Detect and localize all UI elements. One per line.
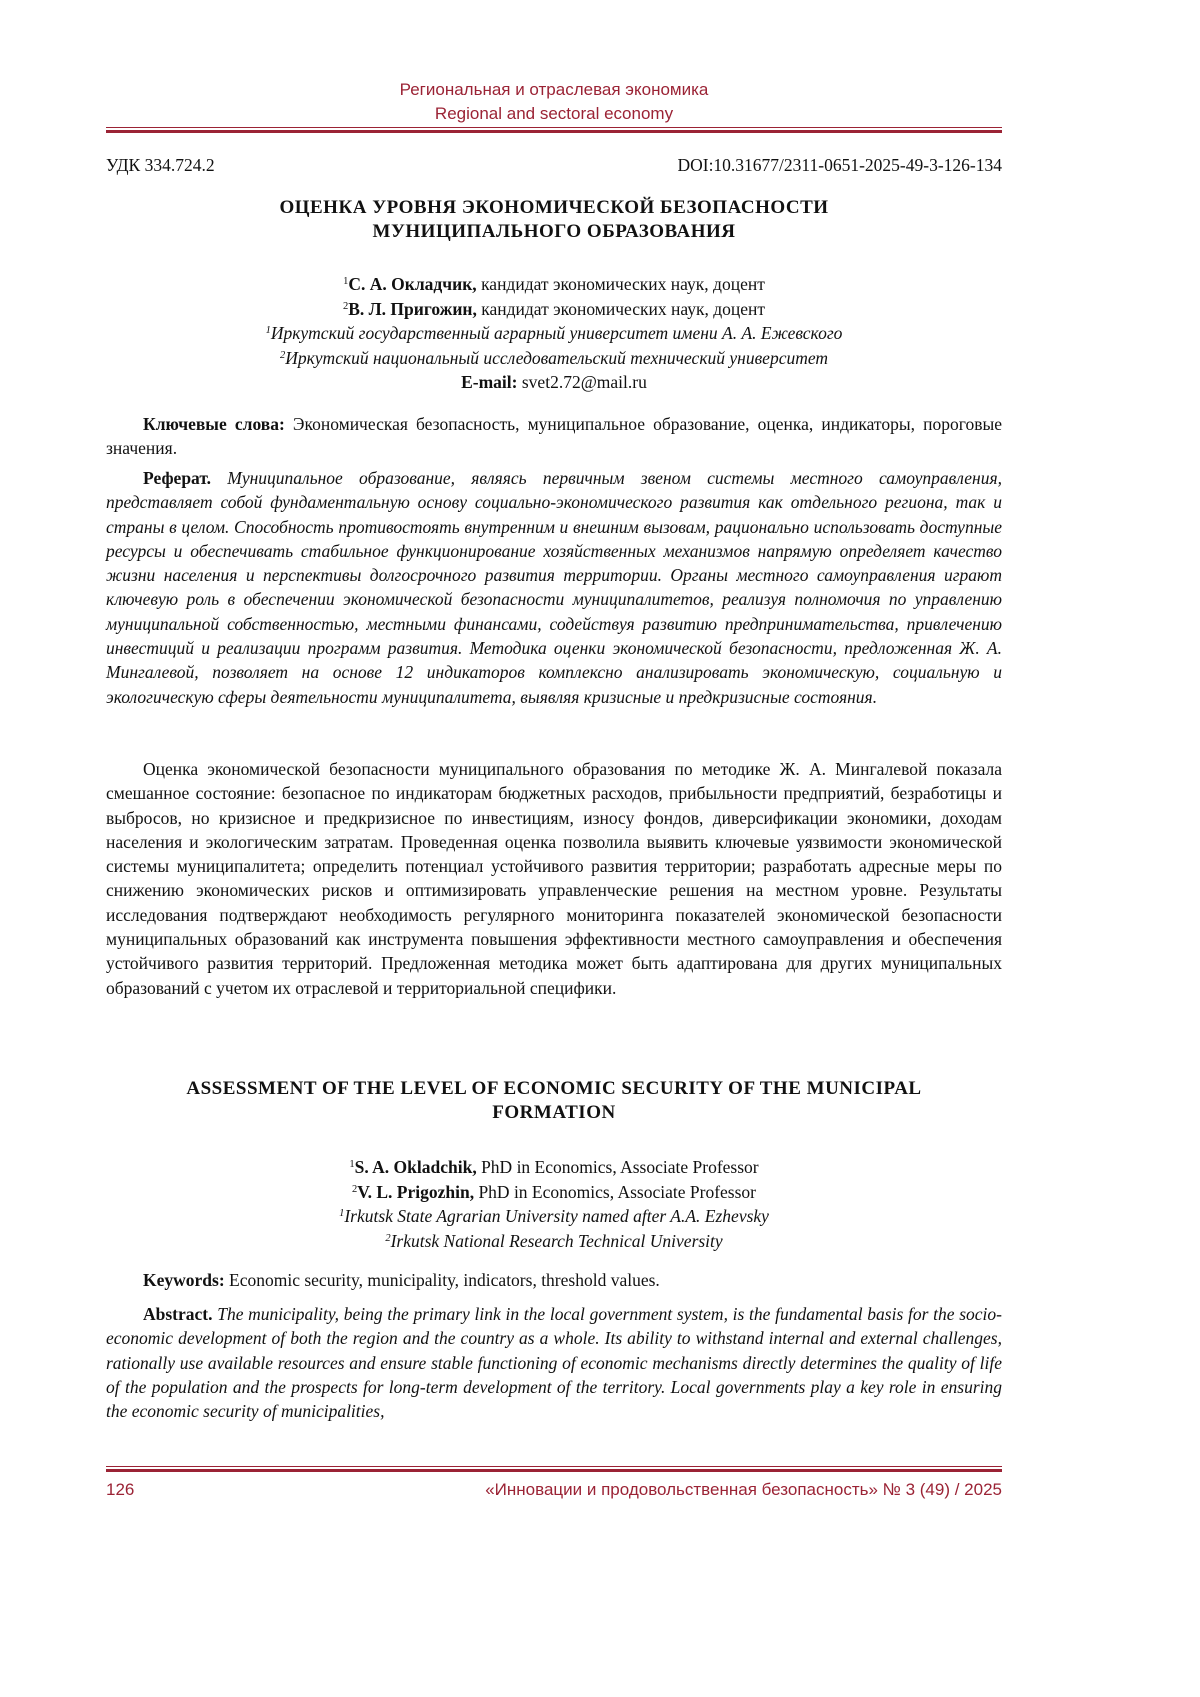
title-ru-line2: МУНИЦИПАЛЬНОГО ОБРАЗОВАНИЯ xyxy=(372,221,736,242)
authors-ru xyxy=(106,272,1002,395)
keywords-text: Economic security, municipality, indicators, threshold values. xyxy=(224,1270,660,1290)
doi: DOI:10.31677/2311-0651-2025-49-3-126-134 xyxy=(677,155,1002,175)
affiliation-line xyxy=(106,1204,1002,1229)
email-line xyxy=(106,370,1002,395)
title-en-line2: FORMATION xyxy=(492,1102,616,1123)
author-degree: кандидат экономических наук, доцент xyxy=(476,298,766,319)
author-name: С. А. Окладчик, xyxy=(348,274,477,294)
author-mark: 1 xyxy=(349,1159,355,1170)
abstract-ru-p1 xyxy=(106,466,1002,709)
author-mark: 2 xyxy=(351,1183,358,1195)
affiliation-mark: 2 xyxy=(279,349,286,361)
author-line xyxy=(106,297,1002,322)
author-name: V. L. Prigozhin, xyxy=(357,1181,475,1202)
keywords-label: Keywords: xyxy=(143,1270,225,1290)
title-en-line1: ASSESSMENT OF THE LEVEL OF ECONOMIC SECURITY OF THE MUNICIPAL xyxy=(186,1078,922,1099)
title-ru-line1: ОЦЕНКА УРОВНЯ ЭКОНОМИЧЕСКОЙ БЕЗОПАСНОСТИ xyxy=(279,197,829,218)
author-mark: 1 xyxy=(343,276,349,287)
article-meta xyxy=(106,153,1002,177)
affiliation: Irkutsk State Agrarian University named after A.A. Ezhevsky xyxy=(344,1206,769,1226)
running-header xyxy=(106,78,1002,126)
affiliation-line xyxy=(106,1229,1002,1254)
affiliation-mark: 1 xyxy=(339,1208,345,1219)
author-name: S. A. Okladchik, xyxy=(354,1157,477,1177)
abstract-label: Abstract. xyxy=(143,1304,213,1324)
title-ru xyxy=(106,196,1002,244)
abstract-en-p1 xyxy=(106,1302,1002,1423)
page-footer xyxy=(106,1479,1002,1501)
header-rule xyxy=(106,127,1002,133)
author-line xyxy=(106,1180,1002,1205)
footer-rule xyxy=(106,1466,1002,1472)
keywords-label: Ключевые слова: xyxy=(143,414,285,434)
running-header-en: Regional and sectoral economy xyxy=(434,104,674,123)
affiliation: Irkutsk National Research Technical University xyxy=(390,1230,723,1251)
abstract-ru-p2: Оценка экономической безопасности муниципального образования по методике Ж. А. Мингалевой показала смешанное состояние: безопасное по индикаторам бюджетных расходов, прибыльности предприятий, безработицы и выбросов, но кризисное и предкризисное по инвестициям, износу фондов, диверсификации экономики, доходам населения и экологическим затратам. Проведенная оценка позволила выявить ключевые уязвимости экономической системы муниципалитета; определить потенциал устойчивого развития территории; разработать адресные меры по снижению экономических рисков и оптимизировать управленческие решения на местном уровне. Результаты исследования подтверждают необходимость регулярного мониторинга показателей экономической безопасности муниципальных образований как инструмента повышения эффективности местного самоуправления и обеспечения устойчивого развития территорий. Предложенная методика может быть адаптирована для других муниципальных образований с учетом их отраслевой и территориальной специфики. xyxy=(106,759,1002,998)
page-number: 126 xyxy=(106,1480,135,1499)
affiliation-mark: 2 xyxy=(385,1232,391,1244)
affiliation: Иркутский государственный аграрный университет имени А. А. Ежевского xyxy=(270,323,843,343)
affiliation-line xyxy=(106,321,1002,346)
journal-issue: «Инновации и продовольственная безопасность» № 3 (49) / 2025 xyxy=(485,1480,1002,1499)
udc-code: УДК 334.724.2 xyxy=(106,155,215,175)
author-degree: кандидат экономических наук, доцент xyxy=(476,274,765,294)
email-label: E-mail: xyxy=(461,372,518,392)
keywords-ru xyxy=(106,412,1002,461)
author-name: В. Л. Пригожин, xyxy=(348,298,477,319)
keywords-en xyxy=(106,1268,1002,1292)
abstract-text: The municipality, being the primary link in the local government system, is the fundamental basis for the socio-economic development of both the region and the country as a whole. Its ability to withstand internal and external challenges, rationally use available resources and ensure stable functioning of economic mechanisms directly determines the quality of life of the population and the prospects for long-term development of the territory. Local governments play a key role in ensuring the economic security of municipalities, xyxy=(106,1304,1002,1422)
author-line xyxy=(106,272,1002,297)
running-header-ru: Региональная и отраслевая экономика xyxy=(399,80,709,99)
affiliation-line xyxy=(106,346,1002,371)
affiliation-mark: 1 xyxy=(265,325,271,336)
abstract-text: Муниципальное образование, являясь первичным звеном системы местного самоуправления, представляет собой фундаментальную основу социально-экономического развития как отдельного региона, так и страны в целом. Способность противостоять внутренним и внешним вызовам, рационально использовать доступные ресурсы и обеспечивать стабильное функционирование хозяйственных механизмов напрямую определяет качество жизни населения и перспективы долгосрочного развития территории. Органы местного самоуправления играют ключевую роль в обеспечении экономической безопасности муниципалитетов, реализуя полномочия по управлению муниципальной собственностью, местными финансами, содействуя развитию предпринимательства, привлечению инвестиций и реализации программ развития. Методика оценки экономической безопасности, предложенная Ж. А. Мингалевой, позволяет на основе 12 индикаторов комплексно анализировать экономическую, социальную и экологическую сферы деятельности муниципалитета, выявляя кризисные и предкризисные состояния. xyxy=(106,468,1002,707)
keywords-text: Экономическая безопасность, муниципальное образование, оценка, индикаторы, пороговые значения. xyxy=(106,414,1002,459)
email-address[interactable]: svet2.72@mail.ru xyxy=(517,372,647,392)
authors-en xyxy=(106,1155,1002,1253)
author-degree: PhD in Economics, Associate Professor xyxy=(474,1181,756,1202)
author-degree: PhD in Economics, Associate Professor xyxy=(476,1157,759,1177)
author-line xyxy=(106,1155,1002,1180)
title-en xyxy=(106,1077,1002,1125)
author-mark: 2 xyxy=(342,300,349,312)
abstract-label: Реферат. xyxy=(143,468,212,488)
affiliation: Иркутский национальный исследовательский технический университет xyxy=(285,347,829,368)
